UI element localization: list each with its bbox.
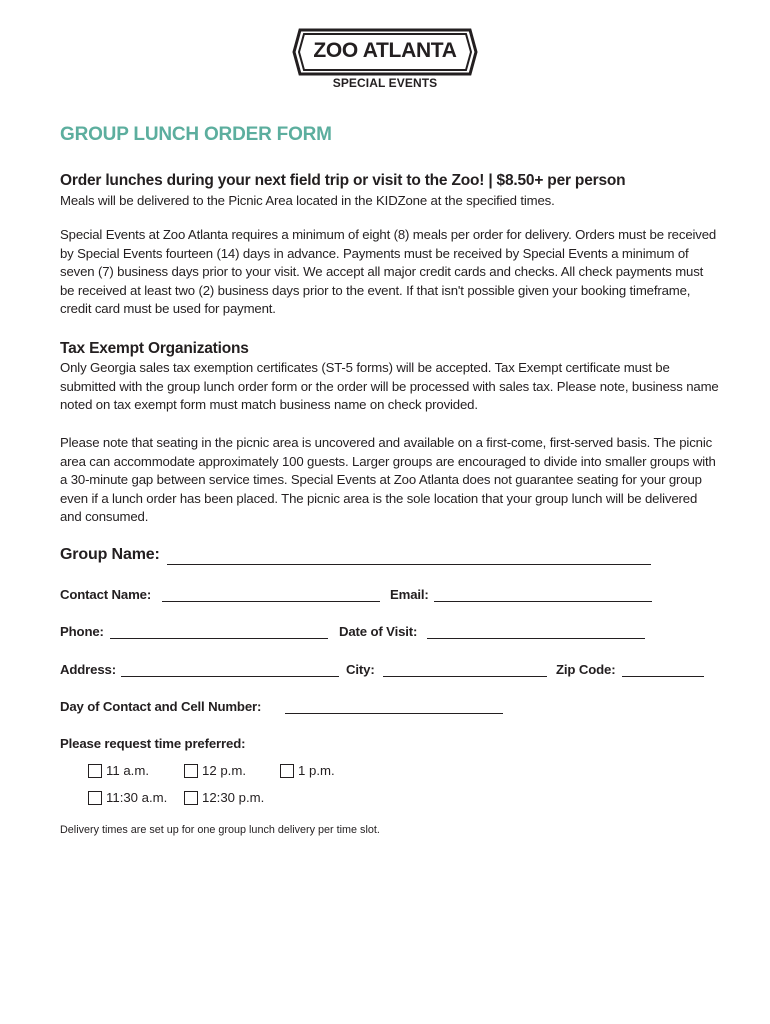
day-contact-field[interactable]: [285, 713, 503, 714]
option-11am-label: 11 a.m.: [106, 763, 150, 778]
city-label: City:: [346, 662, 375, 677]
contact-name-field[interactable]: [162, 601, 380, 602]
address-label: Address:: [60, 662, 116, 677]
phone-label: Phone:: [60, 624, 104, 639]
date-of-visit-field[interactable]: [427, 638, 645, 639]
phone-field[interactable]: [110, 638, 328, 639]
zip-code-field[interactable]: [622, 676, 704, 677]
zoo-atlanta-logo: [292, 26, 478, 94]
option-1130am-label: 11:30 a.m.: [106, 790, 168, 805]
checkbox-1pm[interactable]: [280, 764, 294, 778]
date-of-visit-label: Date of Visit:: [339, 624, 418, 639]
day-contact-label: Day of Contact and Cell Number:: [60, 699, 262, 714]
price-subheading: Order lunches during your next field trip or visit to the Zoo! | $8.50+ per person: [60, 172, 626, 189]
option-1230pm-label: 12:30 p.m.: [202, 790, 265, 805]
address-field[interactable]: [121, 676, 339, 677]
seating-text: Please note that seating in the picnic area is uncovered and available on a first-come, first-served basis. The picnic area can accommodate approximately 100 guests. Larger groups are encouraged to divide into smaller groups with a 30-minute gap between service times. Special Events at Zoo Atlanta does not guarantee seating for your group even if a lunch order has been placed. The picnic area is the sole location that your group lunch will be delivered and consumed.: [60, 435, 716, 525]
checkbox-12pm[interactable]: [184, 764, 198, 778]
logo-subtitle: SPECIAL EVENTS: [332, 76, 438, 90]
email-field[interactable]: [434, 601, 652, 602]
tax-exempt-text: Only Georgia sales tax exemption certificates (ST-5 forms) will be accepted. Tax Exempt certificate must be submitted with the group lunch order form or the order will be processed with sales tax. Please note, business name noted on tax exempt form must match business name on check provided.: [60, 360, 719, 413]
email-label: Email:: [390, 587, 429, 602]
policy-text: Special Events at Zoo Atlanta requires a minimum of eight (8) meals per order for delivery. Orders must be received by Special Events fourteen (14) days in advance. Payments must be received by Special Events a minimum of seven (7) business days prior to your visit. We accept all major credit cards and checks. All check payments must be received at least two (2) business days prior to the event. If that isn't possible given your booking timeframe, credit card must be used for payment.: [60, 227, 717, 317]
option-1pm-label: 1 p.m.: [298, 763, 335, 778]
logo-name: ZOO ATLANTA: [313, 39, 457, 62]
option-12pm-label: 12 p.m.: [202, 763, 246, 778]
checkbox-1230pm[interactable]: [184, 791, 198, 805]
page-title: GROUP LUNCH ORDER FORM: [60, 124, 332, 145]
checkbox-11am[interactable]: [88, 764, 102, 778]
zip-code-label: Zip Code:: [556, 662, 616, 677]
delivery-footnote: Delivery times are set up for one group lunch delivery per time slot.: [60, 824, 380, 836]
city-field[interactable]: [383, 676, 547, 677]
time-preferred-label: Please request time preferred:: [60, 736, 246, 751]
intro-text: Meals will be delivered to the Picnic Area located in the KIDZone at the specified times.: [60, 193, 555, 208]
checkbox-1130am[interactable]: [88, 791, 102, 805]
tax-exempt-heading: Tax Exempt Organizations: [60, 340, 249, 357]
contact-name-label: Contact Name:: [60, 587, 152, 602]
group-name-label: Group Name:: [60, 546, 160, 563]
group-name-field[interactable]: [167, 564, 651, 565]
